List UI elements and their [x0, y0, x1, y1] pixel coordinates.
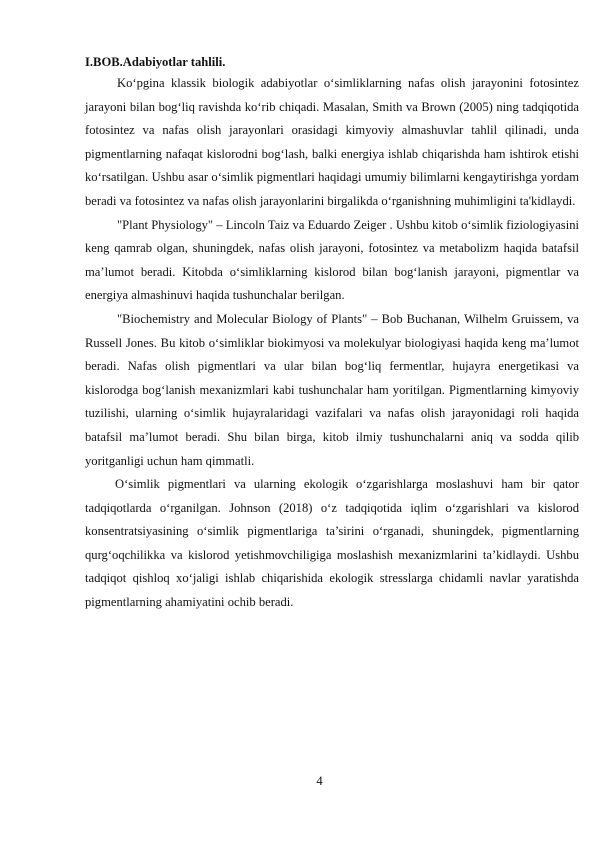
paragraph-plant-physiology: "Plant Physiology" – Lincoln Taiz va Eduardo Zeiger . Ushbu kitob o‘simlik fiziologiyasini keng qamrab olgan, shuningdek, nafas olish jarayoni, fotosintez va metabolizm haqida batafsil ma’lumot beradi. Kitobda o‘simliklarning kislorod bilan bog‘lanish jarayoni, pigmentlar va energiya almashinuvi haqida tushunchalar berilgan.: [85, 217, 579, 303]
page-number: 4: [316, 774, 323, 788]
paragraph-classic-literature: Ko‘pgina klassik biologik adabiyotlar o‘simliklarning nafas olish jarayonini fotosintez jarayoni bilan bog‘liq ravishda ko‘rib chiqadi. Masalan, Smith va Brown (2005) ning tadqiqotida fotosintez va nafas olish jarayonlari orasidagi kimyoviy almashuvlar tahlil qilinadi, unda pigmentlarning nafaqat kislorodni bog‘lash, balki energiya ishlab chiqarishda ham ishtirok etishi ko‘rsatilgan. Ushbu asar o‘simlik pigmentlari haqidagi umumiy bilimlarni kengaytirishga yordam beradi va fotosintez va nafas olish jarayonlarini birgalikda o‘rganishning muhimligini ta'kidlaydi.: [85, 76, 579, 208]
chapter-heading: I.BOB.Adabiyotlar tahlili.: [85, 55, 226, 69]
paragraph-ecological-adaptation: O‘simlik pigmentlari va ularning ekologik o‘zgarishlarga moslashuvi ham bir qator tadqiqotlarda o‘rganilgan. Johnson (2018) o‘z tadqiqotida iqlim o‘zgarishlari va kislorod konsentratsiyasining o‘simlik pigmentlariga ta’sirini o‘rganadi, shuningdek, pigmentlarning qurg‘oqchilikka va kislorod yetishmovchiligiga moslashish mexanizmlarini ta’kidlaydi. Ushbu tadqiqot qishloq xo‘jaligi ishlab chiqarishida ekologik stresslarga chidamli navlar yaratishda pigmentlarning ahamiyatini ochib beradi.: [85, 477, 579, 610]
paragraph-biochemistry-book: "Biochemistry and Molecular Biology of Plants" – Bob Buchanan, Wilhelm Gruissem, va Russell Jones. Bu kitob o‘simliklar biokimyosi va molekulyar biologiyasi haqida keng ma’lumot beradi. Nafas olish pigmentlari va ular bilan bog‘liq fermentlar, hujayra energetikasi va kislorodga bog‘lanish mexanizmlari kabi tushunchalar ham yoritilgan. Pigmentlarning kimyoviy tuzilishi, ularning o‘simlik hujayralaridagi vazifalari va nafas olish jarayonidagi roli haqida batafsil ma’lumot beradi. Shu bilan birga, kitob ilmiy tushunchalarni aniq va sodda qilib yoritganligi uchun ham qimmatli.: [85, 311, 579, 468]
document-page: [85, 54, 579, 615]
